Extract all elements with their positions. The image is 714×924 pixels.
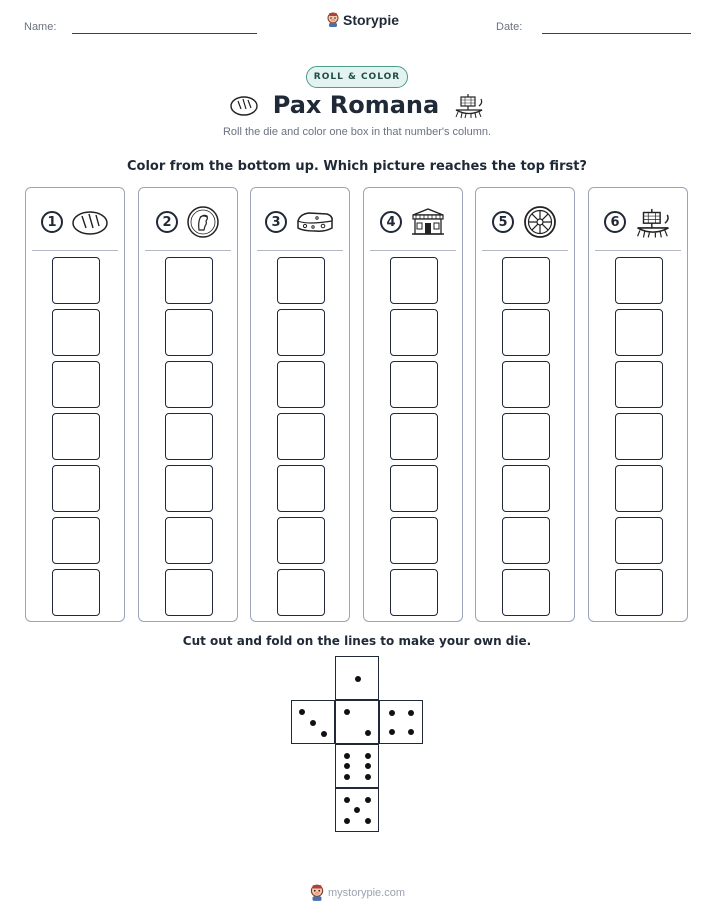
color-box[interactable] (502, 569, 550, 616)
brand-name: Storypie (343, 12, 400, 28)
die-pip (321, 731, 327, 737)
column-divider (482, 250, 568, 251)
color-box[interactable] (165, 257, 213, 304)
roman-ship-icon (453, 91, 485, 119)
footer-url[interactable]: mystorypie.com (328, 887, 406, 899)
column-divider (32, 250, 118, 251)
color-box[interactable] (277, 413, 325, 460)
die-pip (408, 710, 414, 716)
title-row (0, 91, 714, 119)
page-title: Pax Romana (272, 91, 440, 119)
color-box[interactable] (502, 309, 550, 356)
color-box[interactable] (52, 257, 100, 304)
die-pip (365, 763, 371, 769)
roll-and-color-badge: ROLL & COLOR (306, 66, 408, 88)
name-label: Name: (24, 21, 57, 33)
subtitle: Roll the die and color one box in that number's column. (222, 126, 492, 138)
chariot-wheel-icon (522, 204, 558, 240)
die-pip (310, 720, 316, 726)
color-box[interactable] (165, 569, 213, 616)
column-number: 4 (380, 211, 402, 233)
die-face-3 (291, 700, 335, 744)
color-box[interactable] (277, 361, 325, 408)
color-box[interactable] (52, 569, 100, 616)
color-box[interactable] (52, 413, 100, 460)
name-line[interactable] (72, 33, 257, 34)
color-box[interactable] (502, 257, 550, 304)
bread-loaf-icon (71, 208, 109, 236)
column-divider (370, 250, 456, 251)
color-box[interactable] (165, 517, 213, 564)
color-box[interactable] (390, 465, 438, 512)
column-divider (595, 250, 681, 251)
pig-mascot-icon (309, 884, 325, 902)
color-box[interactable] (165, 361, 213, 408)
die-face-5 (335, 788, 379, 832)
color-box[interactable] (52, 309, 100, 356)
column-header (251, 202, 349, 242)
footer (309, 884, 405, 902)
die-pip (389, 710, 395, 716)
roman-ship-icon (634, 204, 672, 240)
column-divider (257, 250, 343, 251)
pig-mascot-icon (326, 12, 340, 28)
die-face-2 (335, 700, 379, 744)
column-5 (475, 187, 575, 622)
color-box[interactable] (165, 465, 213, 512)
die-pip (344, 753, 350, 759)
die-pip (299, 709, 305, 715)
color-box[interactable] (277, 257, 325, 304)
color-box[interactable] (615, 257, 663, 304)
column-header (26, 202, 124, 242)
die-pip (365, 730, 371, 736)
color-box[interactable] (165, 413, 213, 460)
instruction: Color from the bottom up. Which picture reaches the top first? (127, 159, 587, 174)
color-box[interactable] (52, 517, 100, 564)
color-box[interactable] (277, 569, 325, 616)
column-6 (588, 187, 688, 622)
column-header (364, 202, 462, 242)
color-box[interactable] (502, 361, 550, 408)
color-box[interactable] (390, 569, 438, 616)
column-number: 1 (41, 211, 63, 233)
column-divider (145, 250, 231, 251)
color-box[interactable] (390, 361, 438, 408)
color-box[interactable] (615, 309, 663, 356)
column-number: 5 (492, 211, 514, 233)
die-pip (408, 729, 414, 735)
die-pip (344, 709, 350, 715)
color-box[interactable] (502, 517, 550, 564)
column-number: 2 (156, 211, 178, 233)
die-pip (365, 753, 371, 759)
column-1 (25, 187, 125, 622)
color-box[interactable] (52, 465, 100, 512)
color-box[interactable] (390, 257, 438, 304)
die-face-4 (379, 700, 423, 744)
cheese-icon (295, 209, 335, 235)
column-number: 6 (604, 211, 626, 233)
color-box[interactable] (390, 517, 438, 564)
color-box[interactable] (390, 413, 438, 460)
die-pip (344, 763, 350, 769)
die-pip (344, 818, 350, 824)
die-pip (344, 797, 350, 803)
column-2 (138, 187, 238, 622)
color-box[interactable] (502, 465, 550, 512)
color-box[interactable] (277, 309, 325, 356)
die-pip (365, 818, 371, 824)
die-pip (344, 774, 350, 780)
die-pip (365, 774, 371, 780)
column-3 (250, 187, 350, 622)
color-box[interactable] (615, 517, 663, 564)
date-label: Date: (496, 21, 523, 33)
bread-loaf-icon (229, 94, 259, 116)
color-box[interactable] (390, 309, 438, 356)
color-box[interactable] (277, 465, 325, 512)
color-box[interactable] (615, 413, 663, 460)
die-pip (354, 807, 360, 813)
column-header (139, 202, 237, 242)
die-face-1 (335, 656, 379, 700)
column-header (589, 202, 687, 242)
die-pip (355, 676, 361, 682)
column-number: 3 (265, 211, 287, 233)
die-pip (365, 797, 371, 803)
date-line[interactable] (542, 33, 691, 34)
column-4 (363, 187, 463, 622)
color-box[interactable] (615, 569, 663, 616)
die-pip (389, 729, 395, 735)
roman-coin-icon (186, 205, 220, 239)
cut-instruction: Cut out and fold on the lines to make your own die. (182, 634, 532, 648)
color-box[interactable] (52, 361, 100, 408)
color-box[interactable] (502, 413, 550, 460)
color-box[interactable] (615, 465, 663, 512)
color-box[interactable] (277, 517, 325, 564)
die-face-6 (335, 744, 379, 788)
column-header (476, 202, 574, 242)
shop-building-icon (410, 207, 446, 237)
brand-logo (326, 12, 399, 28)
color-box[interactable] (165, 309, 213, 356)
color-box[interactable] (615, 361, 663, 408)
